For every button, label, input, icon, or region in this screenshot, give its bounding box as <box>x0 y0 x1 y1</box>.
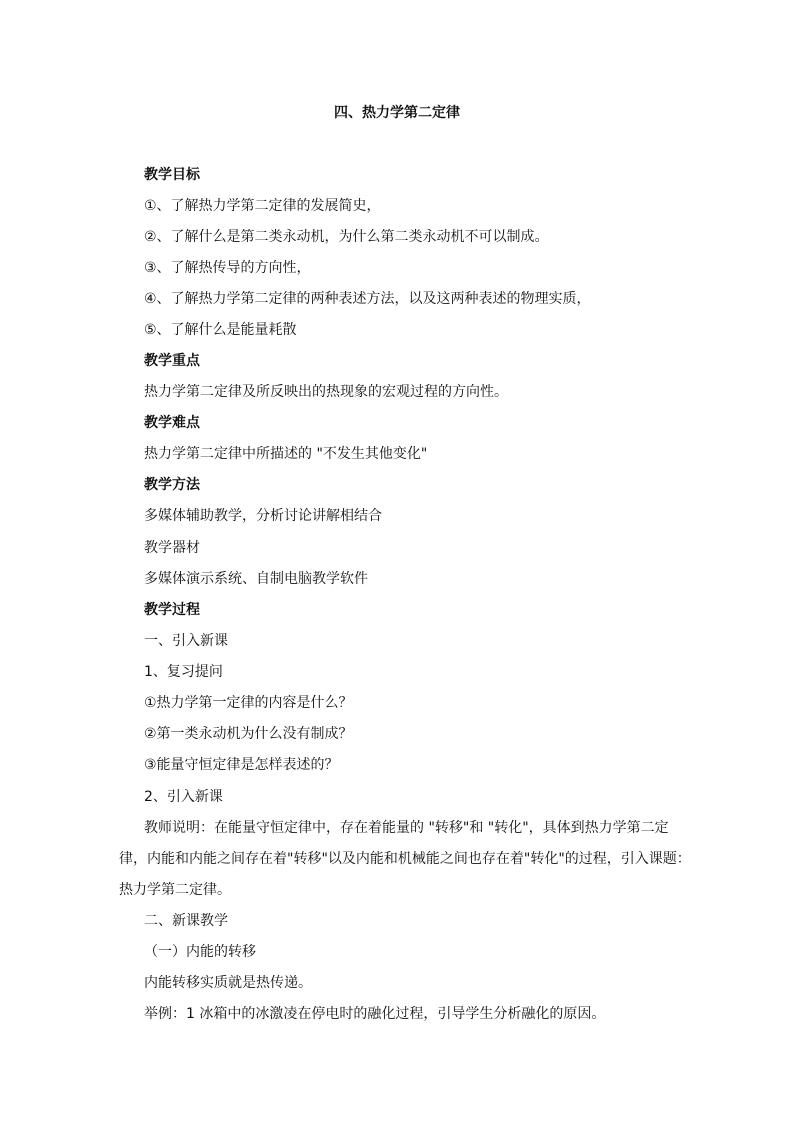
review-question: ②第一类永动机为什么没有制成？ <box>144 726 353 742</box>
example-text: 举例：1 冰箱中的冰激凌在停电时的融化过程，引导学生分析融化的原因。 <box>144 1006 606 1022</box>
equipment-heading: 教学器材 <box>144 540 200 556</box>
equipment-text: 多媒体演示系统、自制电脑教学软件 <box>144 571 368 587</box>
review-title: 1、复习提问 <box>144 664 223 680</box>
key-points-text: 热力学第二定律及所反映出的热现象的宏观过程的方向性。 <box>144 384 508 400</box>
intro-paragraph-line: 热力学第二定律。 <box>119 882 231 898</box>
intro-paragraph-line: 律，内能和内能之间存在着"转移"以及内能和机械能之间也存在着"转化"的过程，引入课题： <box>119 851 691 867</box>
section1-title: 一、引入新课 <box>144 633 228 649</box>
objective-item: ⑤、了解什么是能量耗散 <box>144 322 297 338</box>
intro-paragraph-line: 教师说明：在能量守恒定律中，存在着能量的 "转移"和 "转化"，具体到热力学第二定 <box>144 820 669 836</box>
difficulties-heading: 教学难点 <box>144 415 200 431</box>
objective-item: ①、了解热力学第二定律的发展简史， <box>144 198 381 214</box>
transfer-text: 内能转移实质就是热传递。 <box>144 975 312 991</box>
review-question: ③能量守恒定律是怎样表述的？ <box>144 757 339 773</box>
objective-item: ③、了解热传导的方向性， <box>144 260 311 276</box>
review-question: ①热力学第一定律的内容是什么？ <box>144 695 353 711</box>
key-points-heading: 教学重点 <box>144 353 200 369</box>
process-heading: 教学过程 <box>144 602 200 618</box>
methods-heading: 教学方法 <box>144 477 200 493</box>
objectives-heading: 教学目标 <box>144 167 200 183</box>
objective-item: ④、了解热力学第二定律的两种表述方法，以及这两种表述的物理实质， <box>144 291 591 307</box>
page-title: 四、热力学第二定律 <box>334 105 460 121</box>
difficulties-text: 热力学第二定律中所描述的 "不发生其他变化" <box>144 446 428 462</box>
objective-item: ②、了解什么是第二类永动机，为什么第二类永动机不可以制成。 <box>144 229 549 245</box>
methods-text: 多媒体辅助教学，分析讨论讲解相结合 <box>144 508 382 524</box>
intro-title: 2、引入新课 <box>144 789 223 805</box>
subsection1-title: （一）内能的转移 <box>144 944 256 960</box>
section2-title: 二、新课教学 <box>144 913 228 929</box>
